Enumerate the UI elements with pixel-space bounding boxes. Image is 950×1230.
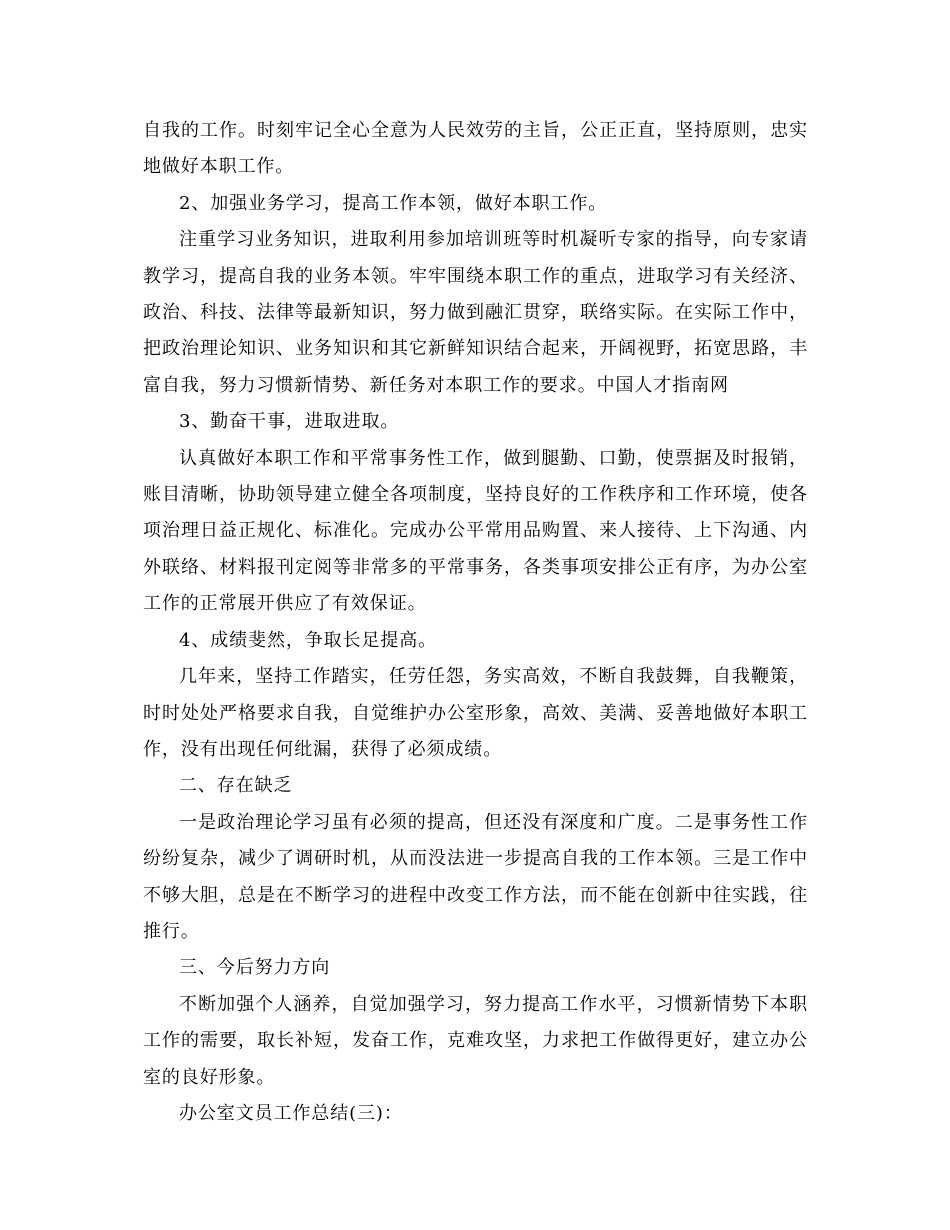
paragraph-continuation: 自我的工作。时刻牢记全心全意为人民效劳的主旨，公正正直，坚持原则，忠实地做好本职工作。 <box>143 120 808 178</box>
document-body <box>143 113 808 1132</box>
paragraph-study-knowledge: 注重学习业务知识，进取利用参加培训班等时机凝听专家的指导，向专家请教学习，提高自我的业务本领。牢牢围绕本职工作的重点，进取学习有关经济、政治、科技、法律等最新知识，努力做到融汇贯穿，联络实际。在实际工作中，把政治理论知识、业务知识和其它新鲜知识结合起来，开阔视野，拓宽思路，丰富自我，努力习惯新情势、新任务对本职工作的要求。中国人才指南网 <box>143 229 808 396</box>
paragraph-daily-affairs: 认真做好本职工作和平常事务性工作，做到腿勤、口勤，使票据及时报销，账目清晰，协助领导建立健全各项制度，坚持良好的工作秩序和工作环境，使各项治理日益正规化、标准化。完成办公平常用品购置、来人接待、上下沟通、内外联络、材料报刊定阅等非常多的平常事务，各类事项安排公正有序，为办公室工作的正常展开供应了有效保证。 <box>143 447 808 615</box>
section-title-summary-three: 办公室文员工作总结(三)： <box>179 1102 403 1124</box>
section-heading-shortcomings: 二、存在缺乏 <box>179 775 293 797</box>
section-heading-future-direction: 三、今后努力方向 <box>179 957 331 979</box>
heading-2-strengthen-study: 2、加强业务学习，提高工作本领，做好本职工作。 <box>179 192 608 214</box>
heading-3-diligent-work: 3、勤奋干事，进取进取。 <box>179 411 400 433</box>
paragraph-achievements: 几年来，坚持工作踏实，任劳任怨，务实高效，不断自我鼓舞，自我鞭策，时时处处严格要求自我，自觉维护办公室形象，高效、美满、妥善地做好本职工作，没有出现任何纰漏，获得了必须成绩。 <box>143 666 808 760</box>
heading-4-achievements: 4、成绩斐然，争取长足提高。 <box>179 629 438 651</box>
paragraph-shortcomings: 一是政治理论学习虽有必须的提高，但还没有深度和广度。二是事务性工作纷纷复杂，减少了调研时机，从而没法进一步提高自我的工作本领。三是工作中不够大胆，总是在不断学习的进程中改变工作方法，而不能在创新中往实践，往推行。 <box>143 811 808 942</box>
paragraph-future-direction: 不断加强个人涵养，自觉加强学习，努力提高工作水平，习惯新情势下本职工作的需要，取长补短，发奋工作，克难攻坚，力求把工作做得更好，建立办公室的良好形象。 <box>143 993 808 1088</box>
